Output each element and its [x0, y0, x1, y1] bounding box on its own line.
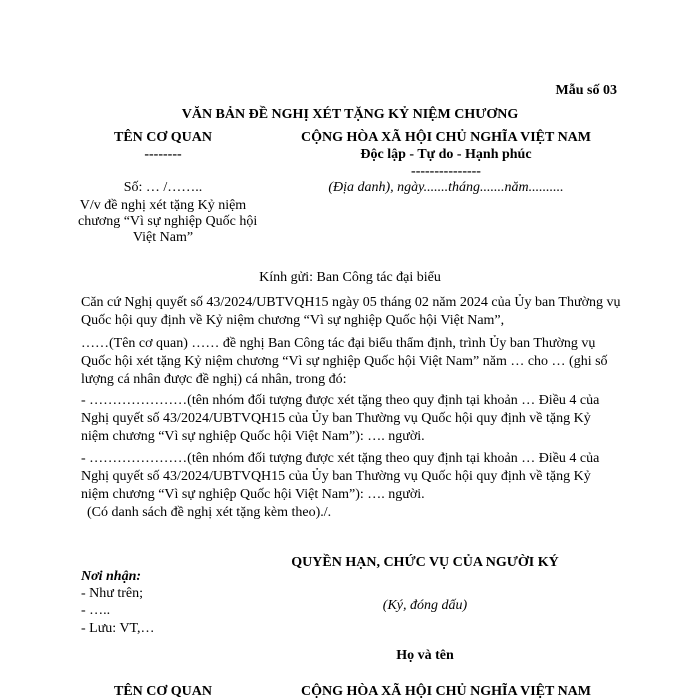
signature-note: (Ký, đóng dấu)	[382, 598, 468, 613]
motto-rule: ---------------	[411, 164, 481, 179]
subject-line-1: V/v đề nghị xét tặng Kỷ niệm	[79, 198, 247, 213]
document-title: VĂN BẢN ĐỀ NGHỊ XÉT TẶNG KỶ NIỆM CHƯƠNG	[181, 107, 519, 122]
paragraph-group-1: - …………………(tên nhóm đối tượng được xét tặng theo quy định tại khoản … Điều 4 của Nghị quyết số 43/2024/UBTVQH15 của Ủy ban Thường vụ Quốc hội quy định về tặng Kỷ niệm chương “Vì sự nghiệp Quốc hội Việt Nam”): …. người.	[81, 393, 600, 444]
country-name: CỘNG HÒA XÃ HỘI CHỦ NGHĨA VIỆT NAM	[300, 130, 591, 145]
salutation: Kính gửi: Ban Công tác đại biểu	[259, 270, 441, 285]
recipients-label: Nơi nhận:	[81, 569, 142, 584]
signer-name: Họ và tên	[396, 648, 454, 663]
paragraph-legal-basis: Căn cứ Nghị quyết số 43/2024/UBTVQH15 ngày 05 tháng 02 năm 2024 của Ủy ban Thường vụ Quốc hội quy định về Kỷ niệm chương “Vì sự nghiệp Quốc hội Việt Nam”,	[81, 295, 621, 328]
motto: Độc lập - Tự do - Hạnh phúc	[360, 147, 532, 162]
agency-name: TÊN CƠ QUAN	[113, 130, 212, 145]
paragraph-attachment: (Có danh sách đề nghị xét tặng kèm theo)./.	[87, 505, 332, 520]
footer-country-name: CỘNG HÒA XÃ HỘI CHỦ NGHĨA VIỆT NAM	[300, 684, 591, 699]
form-number: Mẫu số 03	[555, 83, 617, 98]
paragraph-proposal: ……(Tên cơ quan) …… đề nghị Ban Công tác đại biểu thẩm định, trình Ủy ban Thường vụ Quốc hội xét tặng Kỷ niệm chương “Vì sự nghiệp Quốc hội Việt Nam” năm … cho … (ghi số lượng cá nhân được đề nghị) cá nhân, trong đó:	[81, 336, 608, 387]
subject-line-3: Việt Nam”	[132, 230, 194, 245]
paragraph-group-2: - …………………(tên nhóm đối tượng được xét tặng theo quy định tại khoản … Điều 4 của Nghị quyết số 43/2024/UBTVQH15 của Ủy ban Thường vụ Quốc hội quy định về tặng Kỷ niệm chương “Vì sự nghiệp Quốc hội Việt Nam”): …. người.	[81, 451, 600, 502]
document-number: Số: … /……..	[123, 180, 203, 195]
subject-line-2: chương “Vì sự nghiệp Quốc hội	[78, 214, 258, 229]
recipient-item: - …..	[81, 603, 111, 618]
agency-rule: --------	[144, 147, 182, 162]
recipient-item: - Như trên;	[81, 586, 144, 601]
signer-title: QUYỀN HẠN, CHỨC VỤ CỦA NGƯỜI KÝ	[291, 555, 559, 570]
place-date: (Địa danh), ngày.......tháng.......năm..........	[328, 180, 564, 195]
footer-agency-name: TÊN CƠ QUAN	[113, 684, 212, 699]
recipient-item: - Lưu: VT,…	[81, 621, 155, 636]
